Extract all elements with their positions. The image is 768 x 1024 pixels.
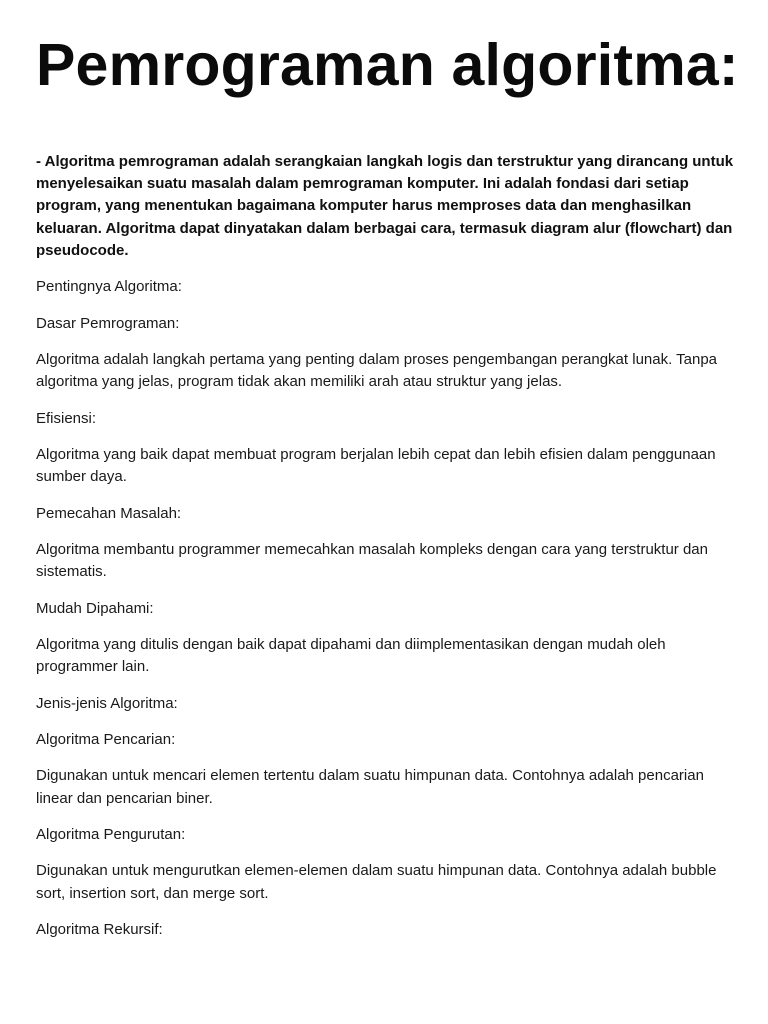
paragraph-algoritma-pencarian: Digunakan untuk mencari elemen tertentu dalam suatu himpunan data. Contohnya adalah pencarian linear dan pencarian biner. xyxy=(36,767,704,807)
paragraph-mudah-dipahami: Algoritma yang ditulis dengan baik dapat dipahami dan diimplementasikan dengan mudah oleh programmer lain. xyxy=(36,635,666,676)
paragraph-dasar-pemrograman: Algoritma adalah langkah pertama yang penting dalam proses pengembangan perangkat lunak. Tanpa algoritma yang jelas, program tidak akan memiliki arah atau struktur yang jelas. xyxy=(36,350,718,391)
document-page xyxy=(36,0,739,941)
document-title: Pemrograman algoritma: xyxy=(36,32,739,98)
heading-pemecahan-masalah: Pemecahan Masalah: xyxy=(36,504,182,522)
paragraph-efisiensi: Algoritma yang baik dapat membuat program berjalan lebih cepat dan lebih efisien dalam penggunaan sumber daya. xyxy=(36,445,716,486)
heading-mudah-dipahami: Mudah Dipahami: xyxy=(36,599,154,617)
heading-efisiensi: Efisiensi: xyxy=(36,409,97,427)
heading-algoritma-pengurutan: Algoritma Pengurutan: xyxy=(36,825,186,843)
heading-dasar-pemrograman: Dasar Pemrograman: xyxy=(36,314,180,332)
heading-pentingnya-algoritma: Pentingnya Algoritma: xyxy=(36,278,182,296)
heading-algoritma-rekursif: Algoritma Rekursif: xyxy=(36,920,163,938)
paragraph-algoritma-pengurutan: Digunakan untuk mengurutkan elemen-elemen dalam suatu himpunan data. Contohnya adalah bubble sort, insertion sort, dan merge sort. xyxy=(36,862,717,902)
heading-algoritma-pencarian: Algoritma Pencarian: xyxy=(36,730,176,748)
paragraph-pemecahan-masalah: Algoritma membantu programmer memecahkan masalah kompleks dengan cara yang terstruktur dan sistematis. xyxy=(36,540,708,581)
heading-jenis-jenis-algoritma: Jenis-jenis Algoritma: xyxy=(36,694,178,712)
intro-paragraph: - Algoritma pemrograman adalah serangkaian langkah logis dan terstruktur yang dirancang untuk menyelesaikan suatu masalah dalam pemrograman komputer. Ini adalah fondasi dari setiap program, yang menentukan bagaimana komputer harus memproses data dan menghasilkan keluaran. Algoritma dapat dinyatakan dalam berbagai cara, termasuk diagram alur (flowchart) dan pseudocode. xyxy=(36,153,734,259)
